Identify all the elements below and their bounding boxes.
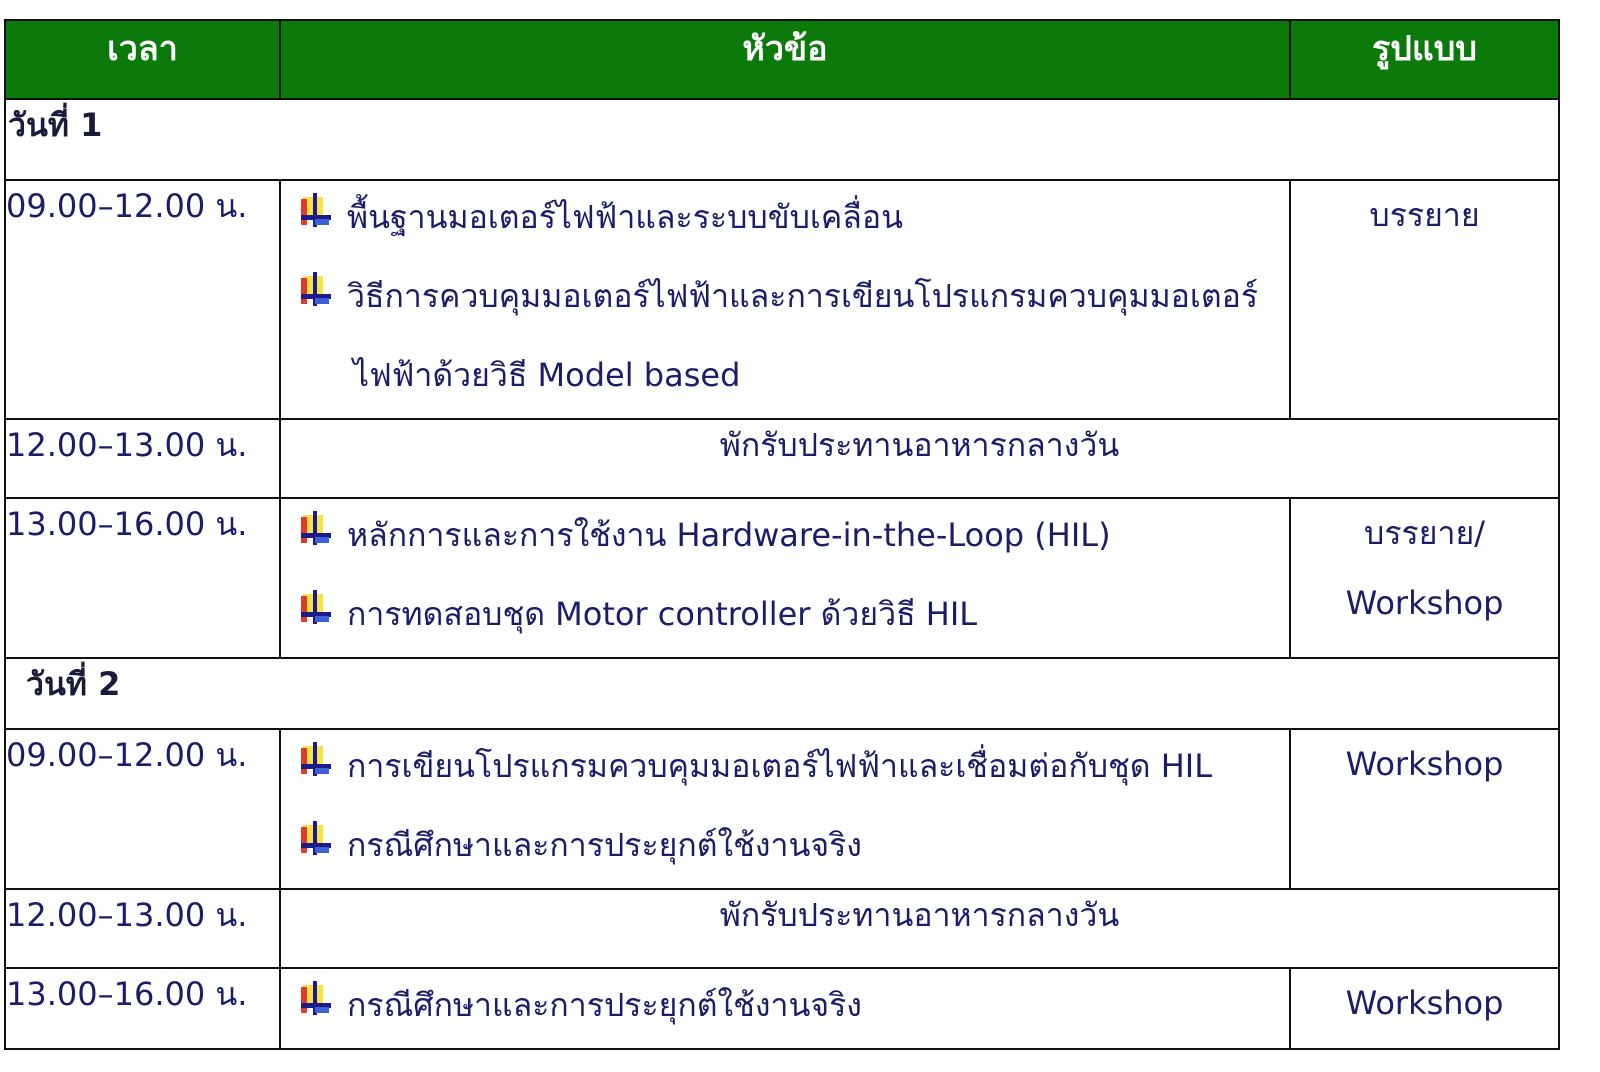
- session-time: 09.00–12.00 น.: [5, 729, 280, 889]
- topic-text: วิธีการควบคุมมอเตอร์ไฟฟ้าและการเขียนโปรแกรมควบคุมมอเตอร์: [347, 277, 1259, 315]
- pushpin-bullet-icon: [299, 511, 333, 553]
- session-topics: [280, 180, 1290, 419]
- topic-text: ไฟฟ้าด้วยวิธี Model based: [353, 356, 741, 394]
- header-time: เวลา: [5, 20, 280, 99]
- topic-item: [281, 969, 1289, 1048]
- pushpin-bullet-icon: [299, 272, 333, 314]
- pushpin-bullet-icon: [299, 821, 333, 863]
- topic-item: [281, 578, 1289, 657]
- format-line: บรรยาย/: [1364, 514, 1485, 552]
- session-topics: [280, 968, 1290, 1049]
- lunch-row: [5, 889, 1559, 968]
- topic-item: [281, 809, 1289, 888]
- session-topics: [280, 729, 1290, 889]
- pushpin-bullet-icon: [299, 193, 333, 235]
- pushpin-bullet-icon: [299, 590, 333, 632]
- session-row: [5, 180, 1559, 419]
- day-row: [5, 658, 1559, 729]
- format-line: Workshop: [1345, 584, 1504, 622]
- lunch-time: 12.00–13.00 น.: [5, 889, 280, 968]
- session-time: 13.00–16.00 น.: [5, 498, 280, 658]
- session-row: [5, 729, 1559, 889]
- topic-text: กรณีศึกษาและการประยุกต์ใช้งานจริง: [347, 826, 862, 864]
- topic-text: การทดสอบชุด Motor controller ด้วยวิธี HIL: [347, 595, 978, 633]
- topic-text: กรณีศึกษาและการประยุกต์ใช้งานจริง: [347, 986, 862, 1024]
- topic-continuation: [281, 339, 1289, 418]
- schedule-table: [4, 19, 1560, 1050]
- session-format: Workshop: [1290, 968, 1559, 1049]
- lunch-time: 12.00–13.00 น.: [5, 419, 280, 498]
- topic-item: [281, 260, 1289, 339]
- session-time: 13.00–16.00 น.: [5, 968, 280, 1049]
- lunch-text: พักรับประทานอาหารกลางวัน: [280, 889, 1559, 968]
- topic-text: การเขียนโปรแกรมควบคุมมอเตอร์ไฟฟ้าและเชื่อมต่อกับชุด HIL: [347, 747, 1213, 785]
- session-time: 09.00–12.00 น.: [5, 180, 280, 419]
- header-topic: หัวข้อ: [280, 20, 1290, 99]
- topic-item: [281, 499, 1289, 578]
- session-row: [5, 498, 1559, 658]
- pushpin-bullet-icon: [299, 742, 333, 784]
- session-format: Workshop: [1290, 729, 1559, 889]
- topic-item: [281, 730, 1289, 809]
- session-format: บรรยาย: [1290, 180, 1559, 419]
- header-format: รูปแบบ: [1290, 20, 1559, 99]
- header-row: [5, 20, 1559, 99]
- topic-item: [281, 181, 1289, 260]
- topic-text: หลักการและการใช้งาน Hardware-in-the-Loop (HIL): [347, 516, 1111, 554]
- session-format: [1290, 498, 1559, 658]
- day-label: วันที่ 2: [5, 658, 1559, 729]
- session-topics: [280, 498, 1290, 658]
- session-row: [5, 968, 1559, 1049]
- lunch-text: พักรับประทานอาหารกลางวัน: [280, 419, 1559, 498]
- topic-text: พื้นฐานมอเตอร์ไฟฟ้าและระบบขับเคลื่อน: [347, 198, 903, 236]
- day-row: [5, 99, 1559, 180]
- lunch-row: [5, 419, 1559, 498]
- day-label: วันที่ 1: [5, 99, 1559, 180]
- pushpin-bullet-icon: [299, 981, 333, 1023]
